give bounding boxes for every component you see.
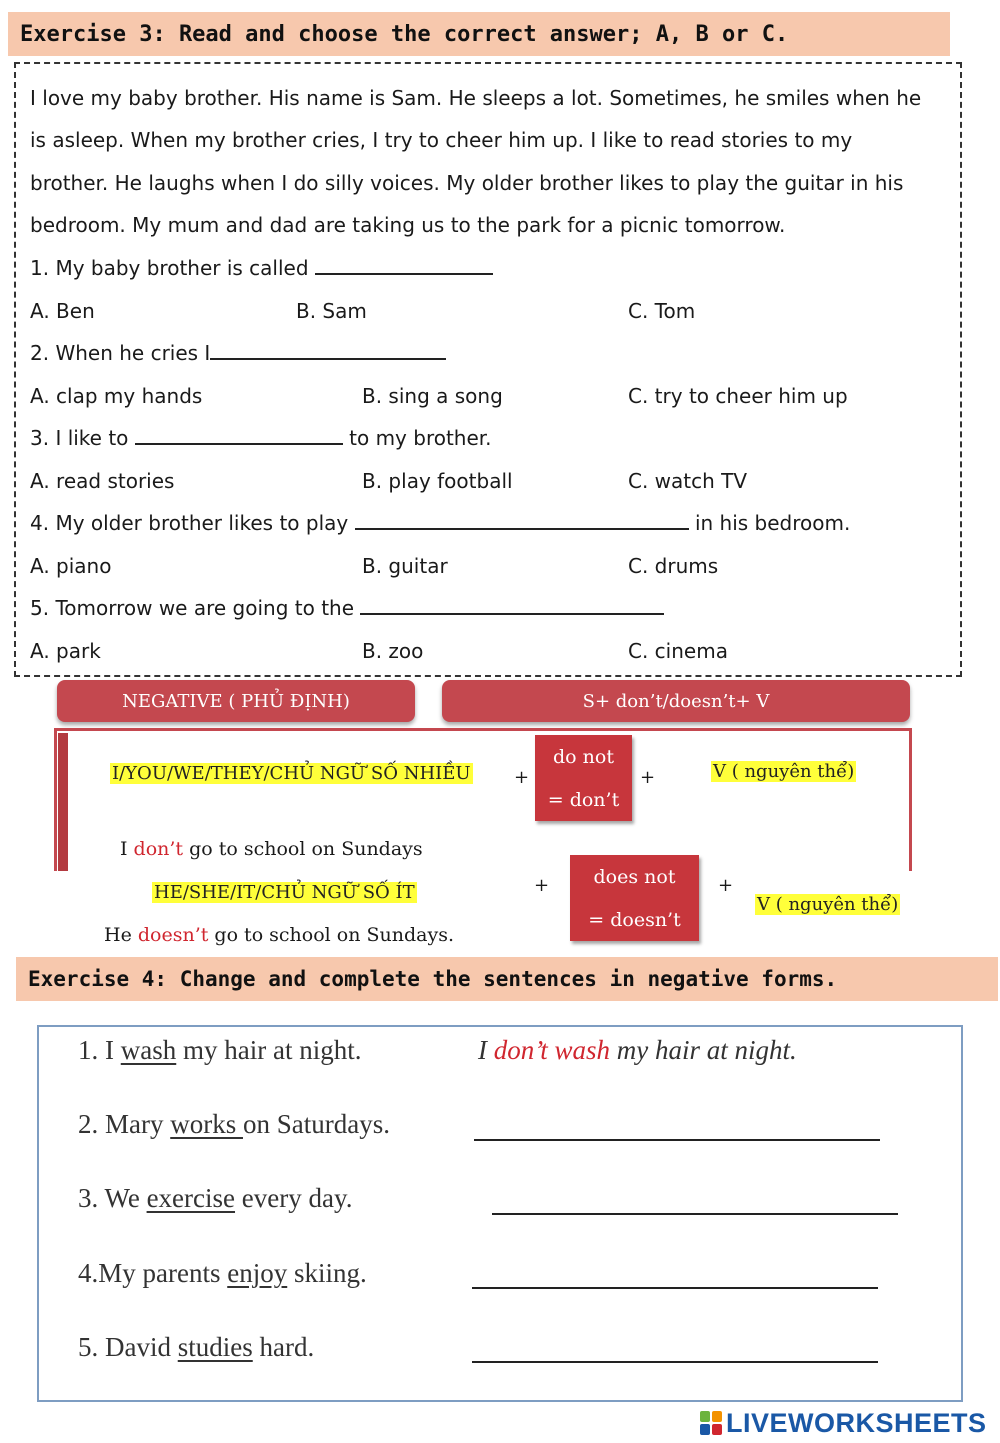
question-2 — [30, 341, 446, 365]
do-not-label: do not — [553, 745, 614, 768]
does-not-box — [570, 855, 699, 941]
example-answer — [478, 1035, 797, 1066]
plus-sign: + — [514, 767, 530, 788]
ex4-item-3 — [78, 1183, 352, 1214]
question-4-text: 4. My older brother likes to play — [30, 511, 355, 535]
answer-blank-2[interactable] — [474, 1137, 880, 1141]
plus-sign: + — [718, 875, 734, 896]
grammar-accent-bar — [58, 733, 68, 871]
answer-blank[interactable] — [135, 427, 343, 445]
answer-text: my hair at night. — [610, 1035, 797, 1065]
question-4 — [30, 511, 850, 535]
reading-box — [14, 62, 962, 677]
logo-text: LIVEWORKSHEETS — [726, 1407, 987, 1438]
example-highlight: don’t — [133, 838, 184, 860]
sentence-text: 3. We — [78, 1183, 147, 1213]
ex4-item-2 — [78, 1109, 390, 1140]
sentence-text: 5. David — [78, 1332, 178, 1362]
liveworksheets-logo — [700, 1408, 987, 1438]
plus-sign: + — [534, 875, 550, 896]
answer-blank[interactable] — [210, 342, 446, 360]
question-1-text: 1. My baby brother is called — [30, 256, 315, 280]
option-c[interactable]: C. watch TV — [628, 469, 748, 493]
option-a[interactable]: A. park — [30, 639, 101, 663]
question-5 — [30, 596, 664, 620]
formula-tab: S+ don’t/doesn’t+ V — [442, 680, 910, 722]
sentence-text: skiing. — [287, 1258, 367, 1288]
underlined-verb: enjoy — [227, 1258, 288, 1288]
example-plural — [120, 838, 423, 860]
sentence-text: on Saturdays. — [242, 1109, 390, 1139]
passage-line: bedroom. My mum and dad are taking us to the park for a picnic tomorrow. — [30, 213, 786, 237]
example-text: I — [120, 838, 134, 860]
sentence-text: 2. Mary — [78, 1109, 171, 1139]
do-not-box — [535, 735, 632, 821]
sentence-text: 4.My parents — [78, 1258, 228, 1288]
sentence-text: 1. I — [78, 1035, 121, 1065]
answer-text: I — [478, 1035, 494, 1065]
underlined-verb: works — [170, 1109, 243, 1139]
question-2-text: 2. When he cries I — [30, 341, 211, 365]
answer-blank-5[interactable] — [472, 1359, 878, 1363]
answer-blank[interactable] — [355, 512, 689, 530]
option-a[interactable]: A. Ben — [30, 299, 95, 323]
option-a[interactable]: A. clap my hands — [30, 384, 203, 408]
ex4-item-5 — [78, 1332, 314, 1363]
singular-subject: HE/SHE/IT/CHỦ NGỮ SỐ ÍT — [154, 882, 415, 903]
passage-line: brother. He laughs when I do silly voices. My older brother likes to play the guitar in his — [30, 171, 904, 195]
question-3-text-end: to my brother. — [342, 426, 492, 450]
option-a[interactable]: A. read stories — [30, 469, 175, 493]
verb-base: V ( nguyên thể) — [713, 761, 855, 782]
exercise-4-title: Exercise 4: Change and complete the sentences in negative forms. — [16, 957, 998, 1001]
sentence-text: hard. — [252, 1332, 315, 1362]
answer-highlight: don’t wash — [493, 1035, 611, 1065]
example-highlight: doesn’t — [137, 924, 209, 946]
negative-tab: NEGATIVE ( PHỦ ĐỊNH) — [57, 680, 415, 722]
ex4-item-4 — [78, 1258, 367, 1289]
answer-blank-4[interactable] — [472, 1285, 878, 1289]
passage-line: is asleep. When my brother cries, I try to cheer him up. I like to read stories to my — [30, 128, 853, 152]
example-text: go to school on Sundays. — [208, 924, 455, 946]
doesnt-label: = doesn’t — [588, 908, 681, 931]
underlined-verb: studies — [177, 1332, 253, 1362]
answer-blank-3[interactable] — [492, 1211, 898, 1215]
exercise-3-title: Exercise 3: Read and choose the correct answer; A, B or C. — [8, 12, 950, 56]
option-c[interactable]: C. Tom — [628, 299, 696, 323]
answer-blank[interactable] — [360, 597, 664, 615]
passage-line: I love my baby brother. His name is Sam. He sleeps a lot. Sometimes, he smiles when he — [30, 86, 922, 110]
question-1 — [30, 256, 493, 280]
example-singular — [104, 924, 454, 946]
dont-label: = don’t — [547, 788, 620, 811]
question-3-text: 3. I like to — [30, 426, 135, 450]
logo-icon — [700, 1411, 722, 1435]
option-c[interactable]: C. try to cheer him up — [628, 384, 848, 408]
option-b[interactable]: B. Sam — [296, 299, 367, 323]
example-text: He — [104, 924, 138, 946]
option-b[interactable]: B. sing a song — [362, 384, 503, 408]
verb-base: V ( nguyên thể) — [757, 894, 899, 915]
underlined-verb: wash — [120, 1035, 177, 1065]
sentence-text: my hair at night. — [176, 1035, 362, 1065]
question-4-text-end: in his bedroom. — [688, 511, 851, 535]
option-b[interactable]: B. zoo — [362, 639, 424, 663]
option-b[interactable]: B. play football — [362, 469, 513, 493]
question-5-text: 5. Tomorrow we are going to the — [30, 596, 361, 620]
plus-sign: + — [640, 767, 656, 788]
ex4-item-1 — [78, 1035, 361, 1066]
option-c[interactable]: C. drums — [628, 554, 719, 578]
example-text: go to school on Sundays — [183, 838, 423, 860]
sentence-text: every day. — [235, 1183, 353, 1213]
answer-blank[interactable] — [315, 257, 493, 275]
option-c[interactable]: C. cinema — [628, 639, 728, 663]
underlined-verb: exercise — [146, 1183, 236, 1213]
option-b[interactable]: B. guitar — [362, 554, 448, 578]
plural-subject: I/YOU/WE/THEY/CHỦ NGỮ SỐ NHIỀU — [112, 763, 471, 784]
does-not-label: does not — [593, 865, 676, 888]
question-3 — [30, 426, 492, 450]
option-a[interactable]: A. piano — [30, 554, 112, 578]
